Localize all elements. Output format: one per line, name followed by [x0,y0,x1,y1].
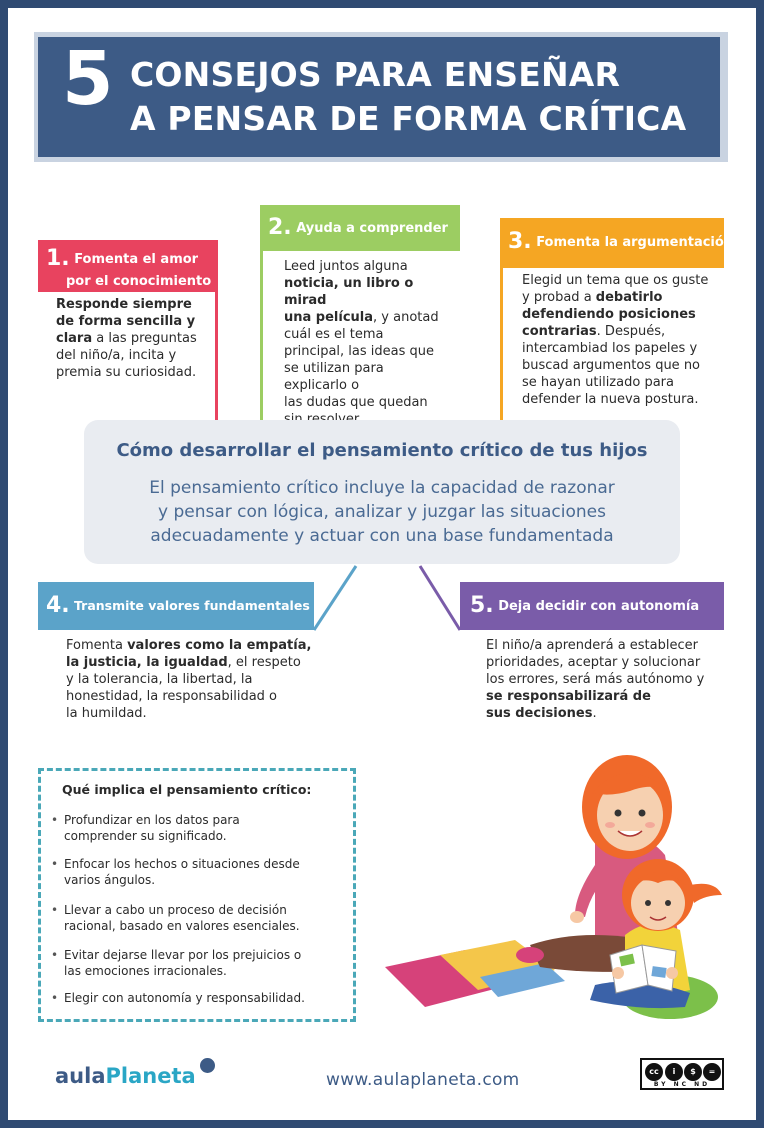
tip-1-heading-line-1: Fomenta el amor [74,252,199,267]
tip-1-number: 1. [46,246,70,271]
no-derivatives-icon: = [703,1063,721,1081]
tip-3-number: 3. [508,229,532,254]
creative-commons-license-badge [640,1058,724,1090]
implica-box [38,768,356,1022]
tip-1-heading-line-2: por el conocimiento [66,273,212,289]
tip-5-header [460,582,724,630]
non-commercial-icon: $ [684,1063,702,1081]
center-line-3: adecuadamente y actuar con una base fundamentada [150,526,614,546]
attribution-icon: i [665,1063,683,1081]
tip-2-number: 2. [268,215,292,240]
center-title: Cómo desarrollar el pensamiento crítico de tus hijos [116,440,648,461]
center-line-1: El pensamiento crítico incluye la capacidad de razonar [149,478,615,498]
tip-2-heading: Ayuda a comprender [296,221,448,236]
connector-tip-4 [314,566,356,630]
tip-5-number: 5. [470,593,494,618]
tip-4-heading: Transmite valores fundamentales [74,598,310,613]
implica-item-2: • Enfocar los hechos o situaciones desde varios ángulos. [64,856,334,888]
tip-4-body: Fomenta valores como la empatía, la justicia, la igualdad, el respeto y la tolerancia, la libertad, la honestidad, la responsabilidad o la humildad. [66,638,312,721]
tip-5-body: El niño/a aprenderá a establecer prioridades, aceptar y solucionar los errores, será más autónomo y se responsabilizará de sus decisiones. [486,638,705,721]
aulaplaneta-logo: aulaPlaneta [55,1064,196,1088]
tip-1-body: Responde siempre de forma sencilla y clara a las preguntas del niño/a, incita y premia su curiosidad. [56,297,197,380]
implica-item-3: • Llevar a cabo un proceso de decisión racional, basado en valores esenciales. [64,902,334,934]
title-line-2: A PENSAR DE FORMA CRÍTICA [130,99,687,138]
connector-tip-5 [420,566,460,630]
mother-daughter-reading-illustration [380,745,730,1030]
center-box [84,420,680,564]
center-line-2: y pensar con lógica, analizar y juzgar las situaciones [158,502,606,522]
tip-4-number: 4. [46,593,70,618]
implica-item-5: • Elegir con autonomía y responsabilidad. [64,990,334,1006]
tip-4-header [38,582,314,630]
title-number: 5 [62,36,114,122]
tip-5-heading: Deja decidir con autonomía [498,599,700,614]
license-labels: BY NC ND [653,1081,711,1088]
tip-3-body: Elegid un tema que os guste y probad a debatirlo defendiendo posiciones contrarias. Después, intercambiad los papeles y buscad argumentos que no se hayan utilizado para defender la nueva postura. [522,273,709,407]
title-line-1: CONSEJOS PARA ENSEÑAR [130,55,621,94]
tip-3-heading: Fomenta la argumentación [536,235,734,250]
cc-icon: cc [645,1063,663,1081]
implica-item-1: • Profundizar en los datos para comprender su significado. [64,812,334,844]
globe-icon [200,1058,215,1073]
website-url[interactable]: www.aulaplaneta.com [326,1070,520,1090]
center-text [84,476,680,548]
implica-title: Qué implica el pensamiento crítico: [62,782,312,797]
implica-item-4: • Evitar dejarse llevar por los prejuicios o las emociones irracionales. [64,947,334,979]
tip-2-body: Leed juntos alguna noticia, un libro o mirad una película, y anotad cuál es el tema principal, las ideas que se utilizan para explicarlo o las dudas que quedan [284,259,439,410]
